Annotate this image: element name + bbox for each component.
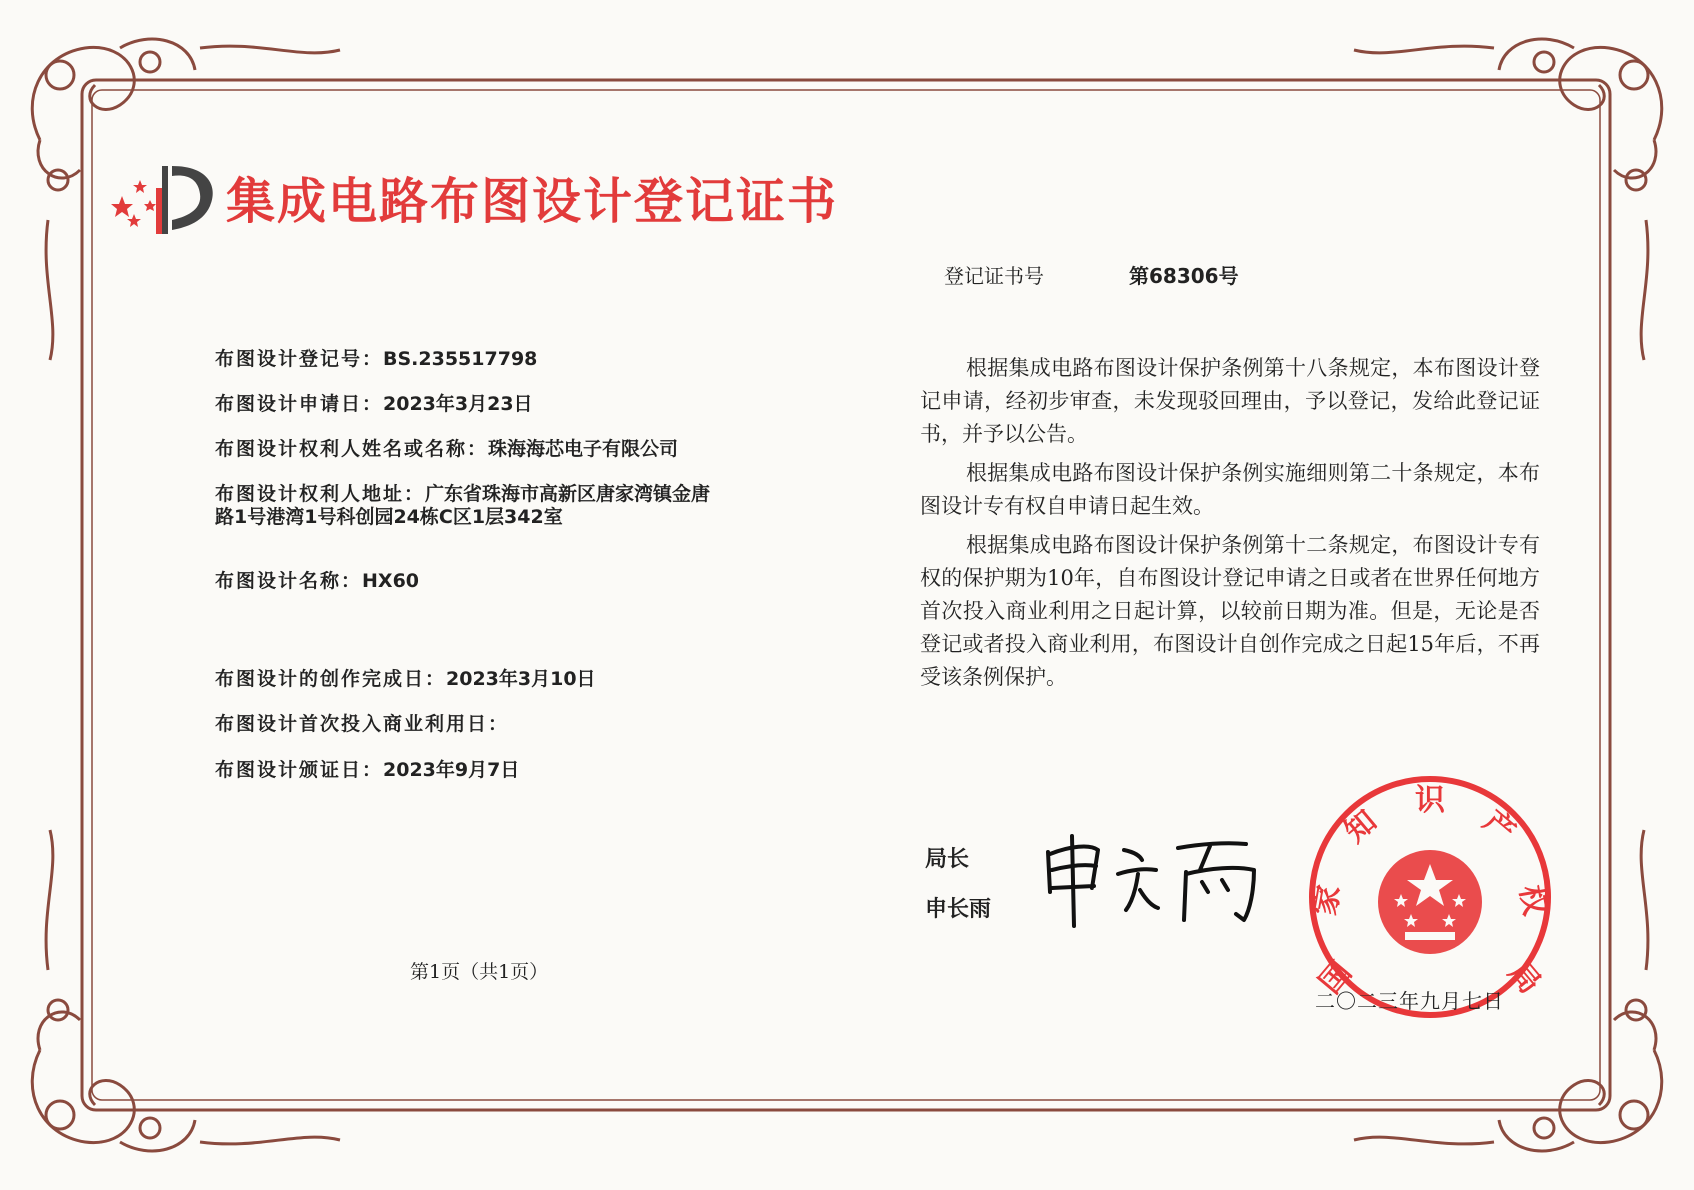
signature-icon — [1040, 830, 1270, 930]
field-design-name — [215, 570, 725, 593]
field-registration-no — [215, 348, 725, 371]
field-value: BS.235517798 — [383, 348, 538, 370]
field-value: 2023年3月23日 — [383, 393, 533, 415]
field-creation-date — [215, 668, 725, 691]
field-key: 布图设计登记号： — [215, 348, 384, 370]
certificate-title: 集成电路布图设计登记证书 — [226, 173, 839, 230]
legal-paragraph: 根据集成电路布图设计保护条例第十二条规定，布图设计专有权的保护期为10年，自布图设计登记申请之日或者在世界任何地方首次投入商业利用之日起计算，以较前日期为准。但是，无论是否登记或者投入商业利用，布图设计自创作完成之日起15年后，不再受该条例保护。 — [920, 533, 1540, 689]
field-value: 2023年9月7日 — [383, 759, 520, 781]
svg-text:识: 识 — [1415, 783, 1445, 818]
page-number: 第1页（共1页） — [410, 961, 549, 983]
field-key: 布图设计首次投入商业利用日： — [215, 713, 510, 735]
field-owner-address — [215, 483, 725, 529]
field-value: 珠海海芯电子有限公司 — [488, 438, 679, 460]
field-key: 布图设计权利人姓名或名称： — [215, 438, 489, 460]
field-key: 布图设计颁证日： — [215, 759, 384, 781]
field-key: 布图设计申请日： — [215, 393, 384, 415]
field-key: 布图设计的创作完成日： — [215, 668, 447, 690]
svg-text:权: 权 — [1512, 882, 1553, 919]
field-key: 布图设计名称： — [215, 570, 363, 592]
field-first-commercial-date — [215, 713, 725, 736]
field-key: 布图设计权利人地址： — [215, 483, 426, 505]
certificate-number-value: 第68306号 — [1129, 264, 1239, 288]
certificate-number — [944, 260, 1239, 289]
svg-text:国: 国 — [1312, 955, 1359, 1001]
svg-text:产: 产 — [1476, 803, 1522, 850]
legal-text — [920, 352, 1540, 700]
legal-paragraph: 根据集成电路布图设计保护条例第十八条规定，本布图设计登记申请，经初步审查，未发现驳回理由，予以登记，发给此登记证书，并予以公告。 — [920, 356, 1540, 446]
svg-text:局: 局 — [1501, 955, 1548, 1001]
field-issue-date — [215, 759, 725, 782]
seal-date: 二〇二三年九月七日 — [1315, 989, 1504, 1013]
title-block — [110, 158, 838, 238]
legal-paragraph: 根据集成电路布图设计保护条例实施细则第二十条规定，本布图设计专有权自申请日起生效。 — [920, 461, 1540, 518]
svg-text:知: 知 — [1338, 803, 1384, 850]
director-name: 申长雨 — [925, 897, 992, 922]
field-value: HX60 — [362, 570, 420, 592]
field-owner-name — [215, 438, 725, 461]
field-value: 广东省珠海市高新区唐家湾镇金唐路1号港湾1号科创园24栋C区1层342室 — [215, 483, 711, 528]
field-value: 2023年3月10日 — [446, 668, 596, 690]
svg-text:家: 家 — [1307, 882, 1348, 919]
director-title: 局长 — [925, 847, 970, 872]
ic-logo-icon — [110, 158, 220, 238]
certificate-number-label: 登记证书号 — [944, 264, 1044, 288]
field-application-date — [215, 393, 725, 416]
